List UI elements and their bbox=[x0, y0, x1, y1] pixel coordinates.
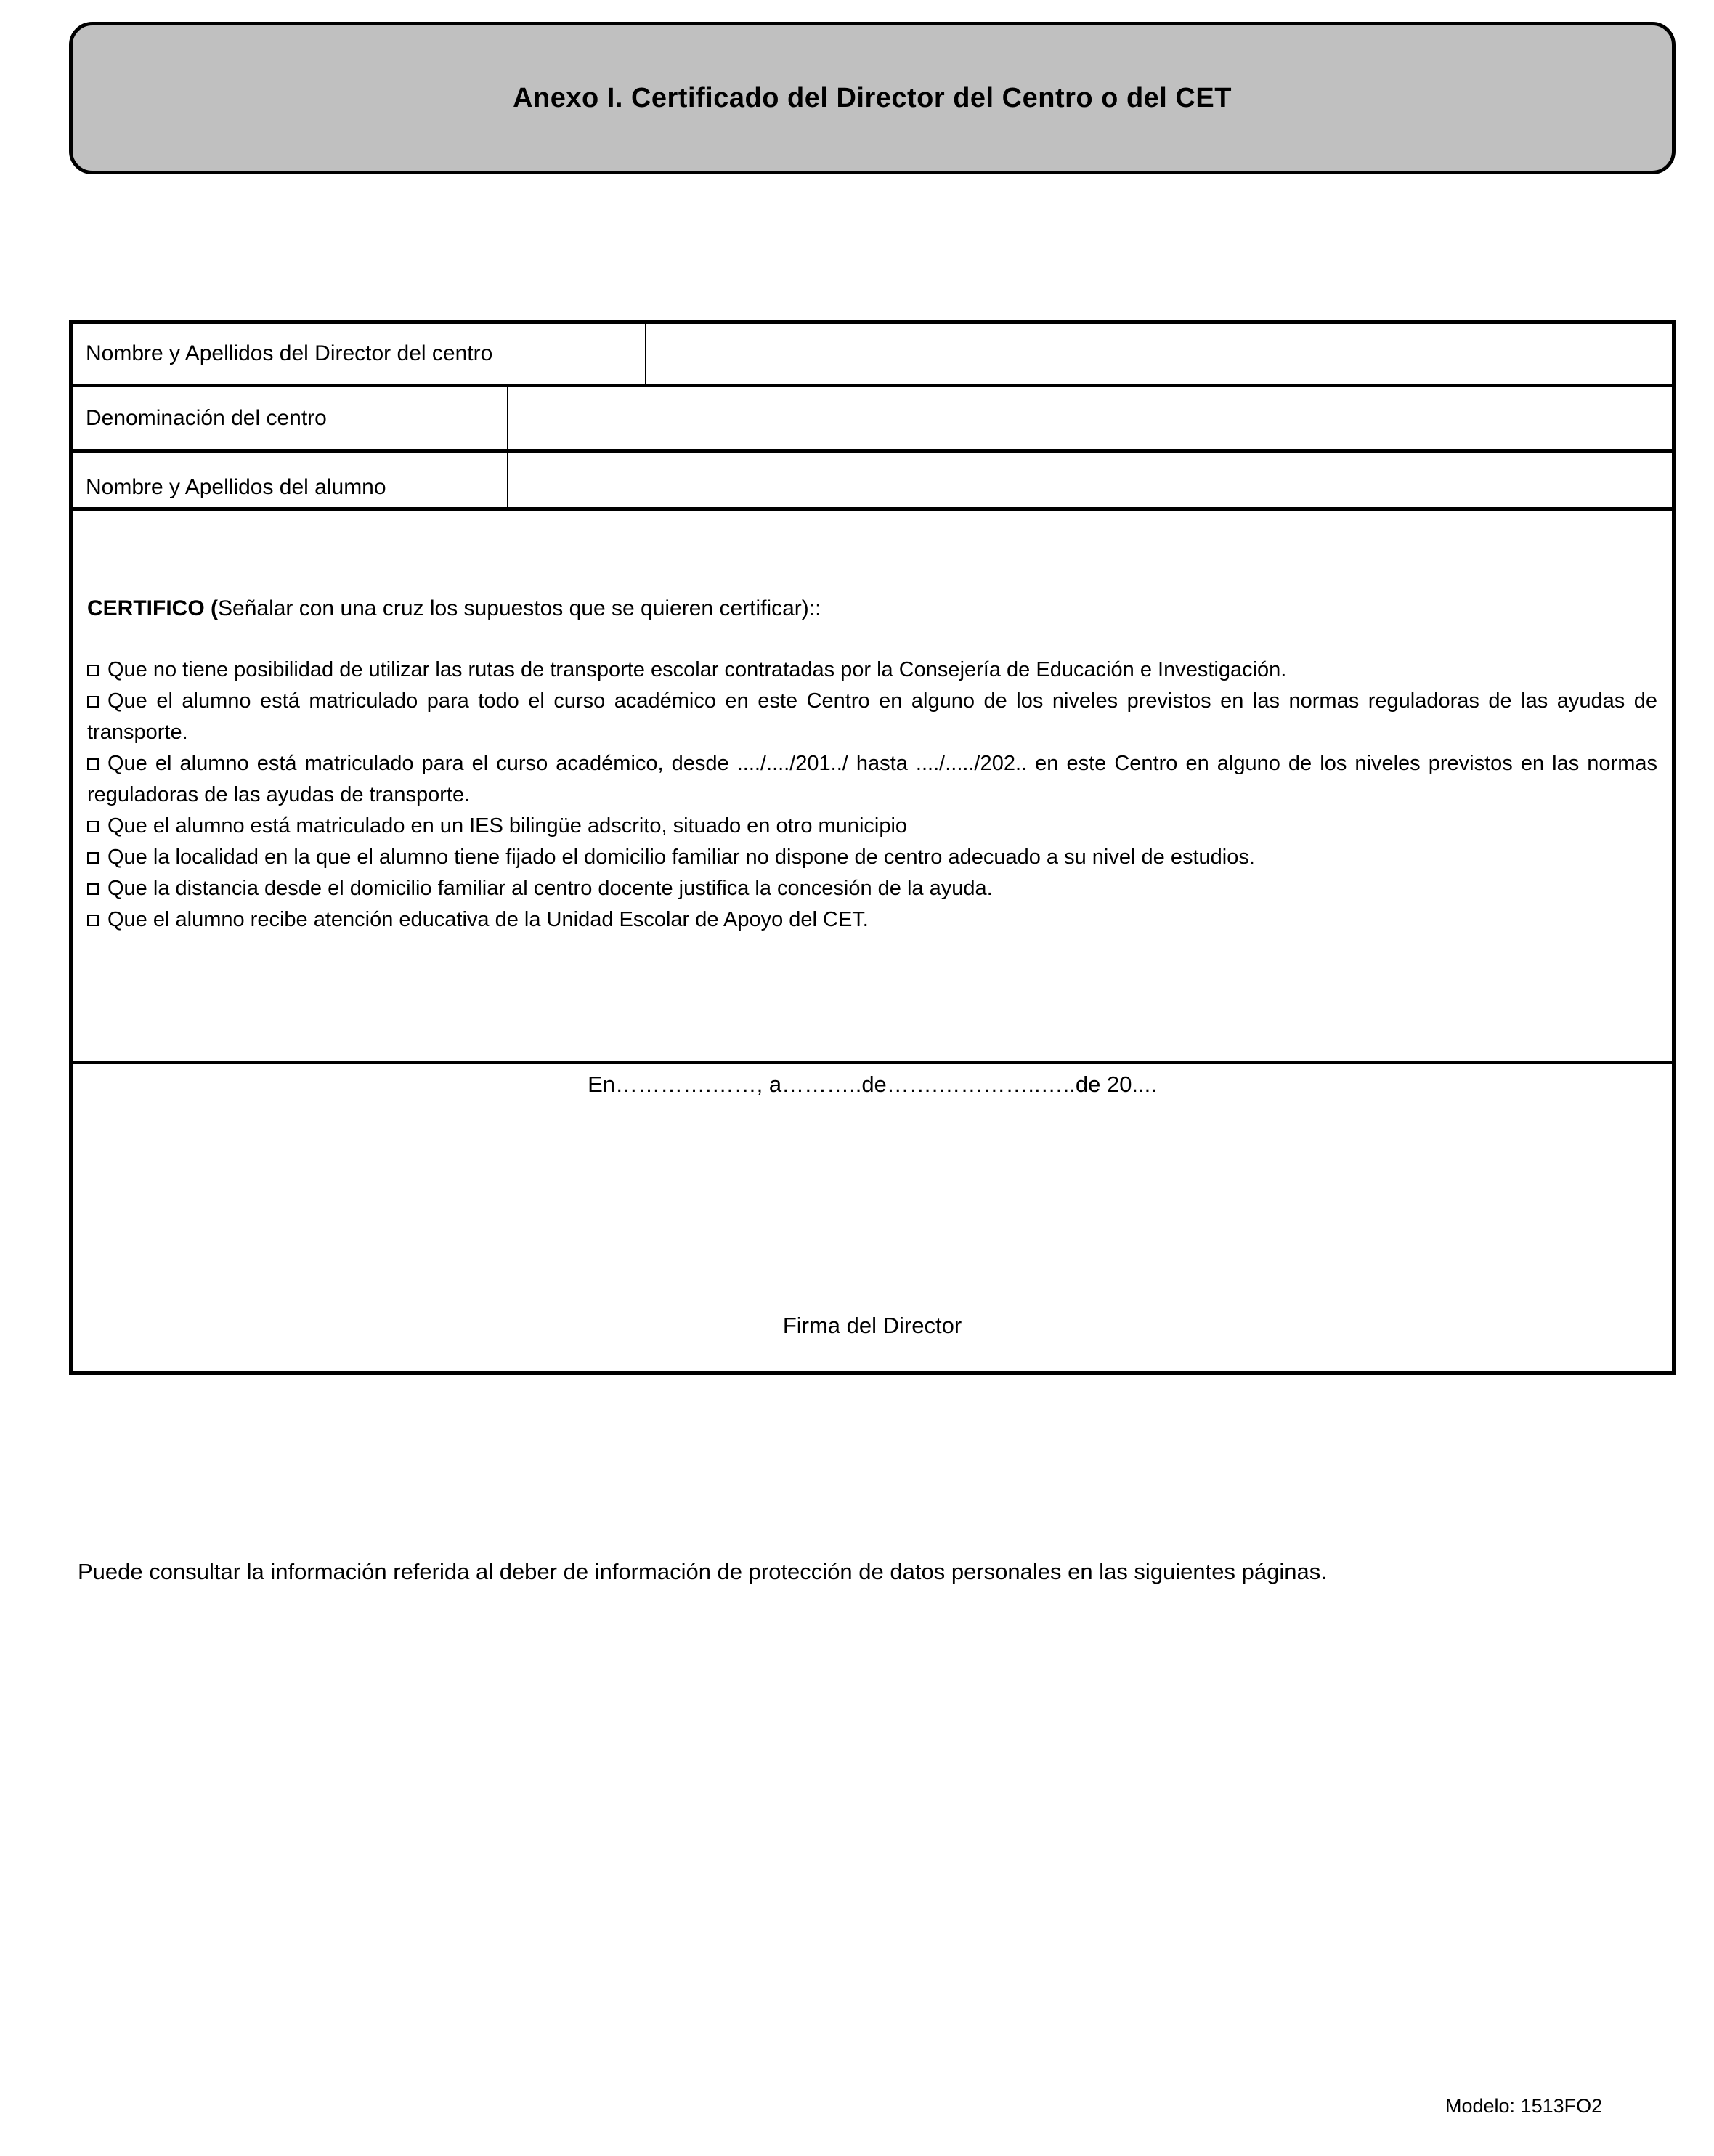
centro-name-field[interactable] bbox=[508, 387, 1672, 449]
alumno-name-field[interactable] bbox=[508, 453, 1672, 507]
date-line: En………….……, a………..de…….…………..…..de 20.... bbox=[588, 1071, 1157, 1097]
check-item bbox=[87, 748, 1657, 811]
certify-heading bbox=[87, 596, 1657, 621]
model-number: Modelo: 1513FO2 bbox=[1445, 2095, 1603, 2117]
check-item bbox=[87, 842, 1657, 873]
page-title: Anexo I. Certificado del Director del Centro o del CET bbox=[513, 82, 1232, 113]
check-item-label: Que el alumno recibe atención educativa de la Unidad Escolar de Apoyo del CET. bbox=[107, 908, 869, 931]
certify-heading-rest: Señalar con una cruz los supuestos que se quieren certificar):: bbox=[218, 596, 821, 620]
checkbox-matriculado-todo-curso[interactable] bbox=[87, 696, 99, 708]
firma-label: Firma del Director bbox=[782, 1313, 962, 1338]
check-item-label: Que el alumno está matriculado para el curso académico, desde ..../..../201../ hasta ..../...../202.. en este Centro en alguno de los niveles previstos en las normas reguladoras de las ayudas de transporte. bbox=[87, 752, 1657, 806]
check-item-label: Que no tiene posibilidad de utilizar las rutas de transporte escolar contratadas por la Consejería de Educación e Investigación. bbox=[107, 658, 1287, 681]
row-label-director: Nombre y Apellidos del Director del centro bbox=[73, 324, 646, 384]
table-row bbox=[73, 324, 1672, 387]
check-item bbox=[87, 811, 1657, 842]
certify-section bbox=[73, 511, 1672, 1064]
checkbox-rutas-transporte[interactable] bbox=[87, 665, 99, 676]
checkbox-localidad-sin-centro[interactable] bbox=[87, 852, 99, 864]
check-item bbox=[87, 904, 1657, 936]
form-title-banner bbox=[69, 22, 1676, 174]
certificate-form-box bbox=[69, 320, 1676, 1375]
row-label-alumno: Nombre y Apellidos del alumno bbox=[73, 453, 508, 507]
checkbox-distancia-domicilio[interactable] bbox=[87, 883, 99, 895]
signature-section bbox=[73, 1064, 1672, 1371]
check-item bbox=[87, 654, 1657, 686]
checkbox-matriculado-curso-fechas[interactable] bbox=[87, 758, 99, 770]
check-item-label: Que la localidad en la que el alumno tiene fijado el domicilio familiar no dispone de centro adecuado a su nivel de estudios. bbox=[107, 846, 1255, 869]
privacy-note: Puede consultar la información referida al deber de información de protección de datos personales en las siguientes páginas. bbox=[78, 1559, 1327, 1584]
table-row bbox=[73, 453, 1672, 511]
check-item bbox=[87, 686, 1657, 748]
certify-heading-bold: CERTIFICO ( bbox=[87, 596, 218, 620]
table-row bbox=[73, 387, 1672, 453]
row-label-centro: Denominación del centro bbox=[73, 387, 508, 449]
check-item-label: Que la distancia desde el domicilio familiar al centro docente justifica la concesión de la ayuda. bbox=[107, 877, 993, 900]
checkbox-unidad-apoyo-cet[interactable] bbox=[87, 915, 99, 926]
checkbox-ies-bilingue[interactable] bbox=[87, 821, 99, 832]
check-item-label: Que el alumno está matriculado en un IES bilingüe adscrito, situado en otro municipio bbox=[107, 814, 908, 838]
director-name-field[interactable] bbox=[646, 324, 1672, 384]
check-item bbox=[87, 873, 1657, 904]
check-item-label: Que el alumno está matriculado para todo el curso académico en este Centro en alguno de los niveles previstos en las normas reguladoras de las ayudas de transporte. bbox=[87, 689, 1657, 744]
